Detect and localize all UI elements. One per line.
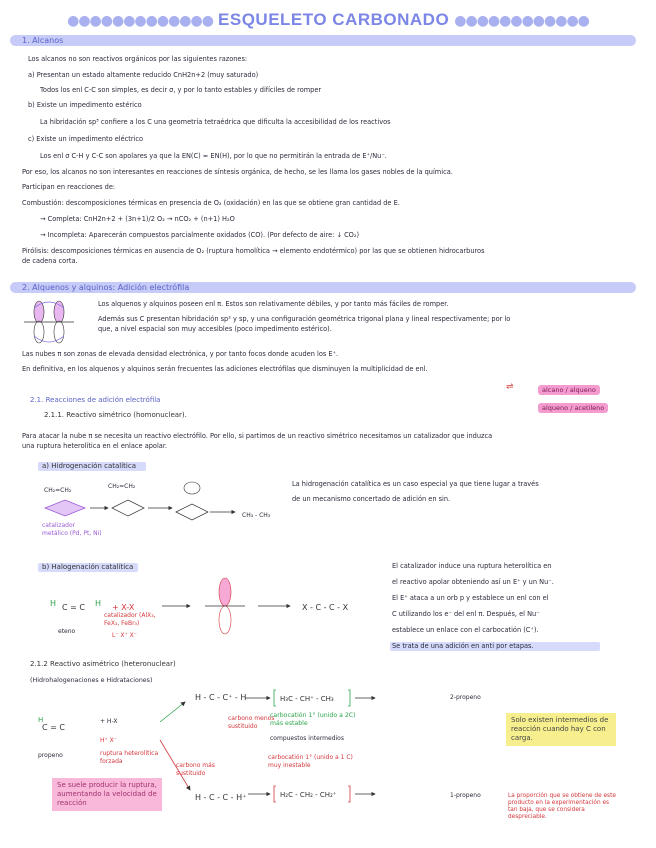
alcanos-line-1: Los alcanos no son reactivos orgánicos por las siguientes razones: — [28, 55, 248, 63]
title-dots-left: ●●●●●●●●●●●●● — [67, 12, 213, 29]
alcanos-line-4: b) Existe un impedimento estérico — [28, 101, 142, 109]
section-label-2-1-2: 2.1.2 Reactivo asimétrico (heteronuclear) — [30, 660, 176, 668]
halo-eteno: eteno — [58, 628, 76, 635]
alcanos-line-13: Pirólisis: descomposiciones térmicas en ausencia de O₂ (ruptura homolítica → elemento endotérmico) por las que se obtienen hidrocarburos — [22, 247, 485, 255]
halo-desc-1: El catalizador induce una ruptura heterolítica en — [392, 562, 552, 570]
section-band-alquenos — [10, 282, 636, 293]
section-label-alquenos: 2. Alquenos y alquinos: Adición electrófila — [22, 283, 190, 292]
alcanos-line-9: Participan en reacciones de: — [22, 183, 116, 191]
svg-text:C = C: C = C — [42, 723, 65, 732]
section-label-hidrogenacion: a) Hidrogenación catalítica — [42, 462, 137, 470]
svg-text:H: H — [95, 599, 102, 608]
hidro-intermediate: CH₂=CH₂ — [108, 483, 136, 490]
alquenos-line-2: Además sus C presentan hibridación sp² y sp, y una configuración geométrica trigonal plana y lineal respectivamente; por lo — [98, 315, 511, 323]
svg-text:H₃C - CH⁺ - CH₃: H₃C - CH⁺ - CH₃ — [280, 695, 334, 703]
halo-catalizador: catalizador (AlX₃, FeX₃, FeBr₃) — [104, 612, 156, 627]
asim-ion: H⁺ X⁻ — [100, 737, 117, 744]
hidro-desc-2: de un mecanismo concertado de adición en sin. — [292, 495, 451, 503]
svg-text:H - C - C - H⁺: H - C - C - H⁺ — [195, 793, 247, 802]
alquenos-line-4: Las nubes π son zonas de elevada densidad electrónica, y por tanto focos donde acuden los E⁺. — [22, 350, 339, 358]
hidro-catalizador: catalizador metálico (Pd, Pt, Ni) — [42, 522, 102, 537]
section-label-2-1-1: 2.1.1. Reactivo simétrico (homonuclear). — [44, 411, 187, 419]
section-label-alcanos: 1. Alcanos — [22, 36, 64, 45]
hidro-reactant: CH₂=CH₂ — [44, 487, 72, 494]
legend-symbol: ⇌ — [506, 382, 514, 392]
svg-text:H₂C - CH₂ - CH₂⁺: H₂C - CH₂ - CH₂⁺ — [280, 791, 337, 799]
asim-ruptura: ruptura heterolítica forzada — [100, 750, 159, 765]
alcanos-line-10: Combustión: descomposiciones térmicas en presencia de O₂ (oxidación) en las que se obtiene gran cantidad de E. — [22, 199, 400, 207]
svg-text:C = C: C = C — [62, 603, 85, 612]
alcanos-line-7: Los enl σ C-H y C-C son apolares ya que la EN(C) ≈ EN(H), por lo que no permitirán la entrada de E⁺/Nu⁻. — [40, 152, 387, 160]
halo-desc-2: el reactivo apolar obteniendo así un E⁺ y un Nu⁻. — [392, 578, 554, 586]
alquenos-line-3: que, a nivel espacial son muy accesibles (poco impedimento estérico). — [98, 325, 332, 333]
adicion-line-1: Para atacar la nube π se necesita un reactivo electrófilo. Por ello, si partimos de un reactivo simétrico necesitamos un catalizador que induzca — [22, 432, 493, 440]
asim-propeno: propeno — [38, 752, 63, 759]
halo-ion: L⁻ X⁺ X⁻ — [112, 632, 137, 639]
asim-intermedios: compuestos intermedios — [270, 735, 344, 742]
legend-alqueno: alqueno / acetileno — [538, 403, 608, 413]
svg-text:+ X-X: + X-X — [112, 603, 135, 612]
section-label-halogenacion: b) Halogenación catalítica — [42, 563, 134, 571]
note-intermedios: Solo existen intermedios de reacción cuando hay C con carga. — [506, 713, 616, 746]
svg-text:H - C - C⁺ - H: H - C - C⁺ - H — [195, 693, 247, 702]
alcanos-line-11: → Completa: CnH2n+2 + (3n+1)/2 O₂ → nCO₂ + (n+1) H₂O — [40, 215, 235, 223]
hidrogenacion-scheme — [40, 478, 250, 528]
svg-text:H: H — [38, 716, 44, 724]
halo-desc-4: C utilizando los e⁻ del enl π. Después, el Nu⁻ — [392, 610, 540, 618]
alquenos-line-1: Los alquenos y alquinos poseen enl π. Estos son relativamente débiles, y por tanto más fáciles de romper. — [98, 300, 449, 308]
alcanos-line-3: Todos los enl C-C son simples, es decir σ, y por lo tanto estables y difíciles de romper — [40, 86, 322, 94]
note-proporcion: La proporción que se obtiene de este producto en la experimentación es tan baja, que se considera despreciable. — [508, 793, 616, 820]
asim-carbocation-1: carbocatión 1° (unido a 2C) más estable — [270, 712, 356, 727]
halo-desc-6: Se trata de una adición en anti por etapas. — [392, 642, 534, 650]
asim-product-2: 1-propeno — [450, 792, 481, 799]
asim-carbono-menos-label: carbono menos sustituido — [228, 715, 275, 730]
section-band-alcanos — [10, 35, 636, 46]
title-dots-right: ●●●●●●●●●●●● — [454, 12, 589, 29]
svg-text:H: H — [50, 599, 57, 608]
svg-text:X - C - C - X: X - C - C - X — [302, 603, 349, 612]
asim-carbocation-2: carbocatión 1° (unido a 1 C) muy inestable — [268, 754, 353, 769]
asim-product-1: 2-propeno — [450, 694, 481, 701]
alcanos-line-8: Por eso, los alcanos no son interesantes en reacciones de síntesis orgánica, de hecho, se les llama los gases nobles de la química. — [22, 168, 453, 176]
pi-orbital-diagram — [14, 298, 84, 346]
page-title: ESQUELETO CARBONADO — [218, 10, 450, 29]
page-title-bar — [0, 10, 656, 30]
hidro-desc-1: La hidrogenación catalítica es un caso especial ya que tiene lugar a través — [292, 480, 539, 488]
asim-reactivo: + H-X — [100, 718, 118, 725]
halo-desc-5: establece un enlace con el carbocatión (C⁺). — [392, 626, 539, 634]
legend-alcano: alcano / alqueno — [538, 385, 600, 395]
alcanos-line-6: c) Existe un impedimento eléctrico — [28, 135, 144, 143]
section-label-2-1: 2.1. Reacciones de adición electrófila — [30, 396, 161, 404]
hidro-product: CH₃ - CH₃ — [242, 512, 271, 519]
alcanos-line-5: La hibridación sp³ confiere a los C una geometría tetraédrica que dificulta la accesibilidad de los reactivos — [40, 118, 391, 126]
note-ruptura: Se suele producir la ruptura, aumentando la velocidad de reacción — [52, 778, 162, 811]
alcanos-line-12: → Incompleta: Aparecerán compuestos parcialmente oxidados (CO). (Por defecto de aire: ↓ CO₂) — [40, 231, 360, 239]
halogenacion-scheme — [40, 578, 370, 648]
alcanos-line-14: de cadena corta. — [22, 257, 78, 265]
asim-carbono-mas-label: carbono más sustituido — [176, 762, 215, 777]
adicion-line-2: una ruptura heterolítica en el enlace apolar. — [22, 442, 168, 450]
alcanos-line-2: a) Presentan un estado altamente reducido CnH2n+2 (muy saturado) — [28, 71, 259, 79]
halo-desc-3: El E⁺ ataca a un orb p y establece un enl con el — [392, 594, 549, 602]
asim-tipo: (Hidrohalogenaciones e Hidrataciones) — [30, 677, 153, 684]
alquenos-line-5: En definitiva, en los alquenos y alquinos serán frecuentes las adiciones electrófilas que disminuyen la multiplicidad de enl. — [22, 365, 428, 373]
